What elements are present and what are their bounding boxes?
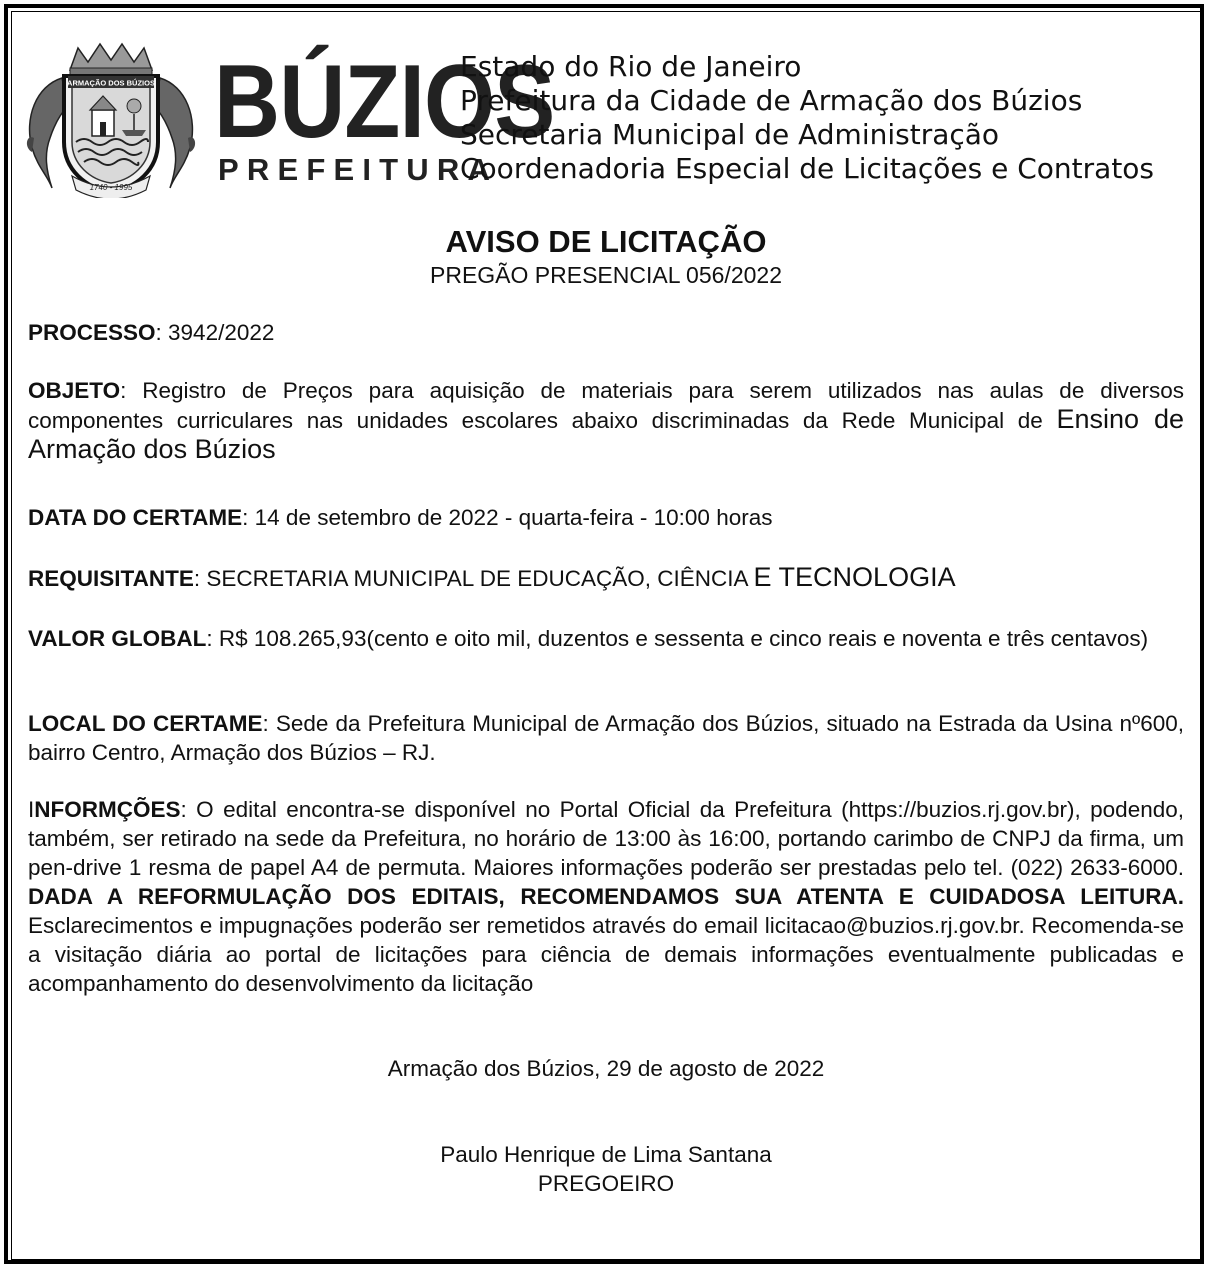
field-valor-global-label: VALOR GLOBAL [28, 626, 207, 651]
header-line-coordination: Coordenadoria Especial de Licitações e Contratos [460, 152, 1155, 185]
field-informacoes-notice: DADA A REFORMULAÇÃO DOS EDITAIS, RECOMENDAMOS SUA ATENTA E CUIDADOSA LEITURA. [28, 884, 1184, 909]
brand-sub-text: PREFEITURA [218, 152, 499, 187]
buzios-wordmark [214, 44, 555, 190]
coat-of-arms-logo [22, 38, 200, 198]
brand-main-text: BÚZIOS [214, 44, 555, 160]
header-institution-lines [460, 50, 1154, 186]
field-objeto [28, 376, 1184, 465]
field-processo [28, 318, 1184, 347]
field-local-certame [28, 709, 1184, 767]
field-data-certame-label: DATA DO CERTAME [28, 505, 243, 530]
field-informacoes-label: NFORMÇÕES [34, 797, 181, 822]
field-objeto-label: OBJETO [28, 378, 121, 403]
field-data-certame-value: : 14 de setembro de 2022 - quarta-feira - 10:00 horas [242, 505, 773, 530]
field-local-certame-label: LOCAL DO CERTAME [28, 711, 263, 736]
header-line-secretariat: Secretaria Municipal de Administração [460, 118, 1000, 151]
signer-role: PREGOEIRO [537, 1171, 675, 1196]
field-requisitante-value: : SECRETARIA MUNICIPAL DE EDUCAÇÃO, CIÊNCIA [193, 566, 754, 591]
header-line-state: Estado do Rio de Janeiro [460, 50, 802, 83]
page-title: AVISO DE LICITAÇÃO [445, 224, 767, 259]
field-objeto-value: : Registro de Preços para aquisição de materiais para serem utilizados nas aulas de diversos componentes curriculares nas unidades escolares abaixo discriminadas da Rede Municipal de [28, 378, 1184, 433]
field-data-certame [28, 503, 1184, 532]
field-valor-global [28, 624, 1184, 653]
field-informacoes-label-first: I [28, 797, 35, 822]
field-requisitante-label: REQUISITANTE [28, 566, 194, 591]
place-and-date: Armação dos Búzios, 29 de agosto de 2022 [387, 1056, 825, 1081]
field-informacoes-text-1: : O edital encontra-se disponível no Portal Oficial da Prefeitura (https://buzios.rj.gov.br), podendo, também, ser retirado na sede da Prefeitura, no horário de 13:00 às 16:00, portando carimbo de CNPJ da firma, um pen-drive 1 resma de papel A4 de permuta. Maiores informações poderão ser prestadas pelo tel. (022) 2633-6000. [28, 797, 1184, 880]
field-processo-label: PROCESSO [28, 320, 156, 345]
header-line-city-hall: Prefeitura da Cidade de Armação dos Búzios [460, 84, 1083, 117]
crest-years-text: 1740 - 1995 [89, 183, 133, 192]
field-local-certame-value: : Sede da Prefeitura Municipal de Armação dos Búzios, situado na Estrada da Usina nº600, bairro Centro, Armação dos Búzios – RJ. [28, 711, 1184, 765]
field-objeto-value-large: Ensino de Armação dos Búzios [28, 404, 1184, 464]
field-requisitante-value-large: E TECNOLOGIA [753, 562, 956, 592]
field-informacoes [28, 795, 1184, 998]
field-requisitante [28, 563, 1184, 593]
field-valor-global-value: : R$ 108.265,93(cento e oito mil, duzentos e sessenta e cinco reais e noventa e três centavos) [206, 626, 1149, 651]
field-processo-value: : 3942/2022 [155, 320, 275, 345]
signer-name: Paulo Henrique de Lima Santana [440, 1142, 772, 1167]
crest-banner-text: ARMAÇÃO DOS BÚZIOS [67, 78, 155, 88]
field-informacoes-text-2: Esclarecimentos e impugnações poderão ser remetidos através do email licitacao@buzios.rj.gov.br. Recomenda-se a visitação diária ao portal de licitações para ciência de demais informações eventualmente publicadas e acompanhamento do desenvolvimento da licitação [28, 913, 1184, 996]
page-subtitle: PREGÃO PRESENCIAL 056/2022 [430, 262, 782, 288]
